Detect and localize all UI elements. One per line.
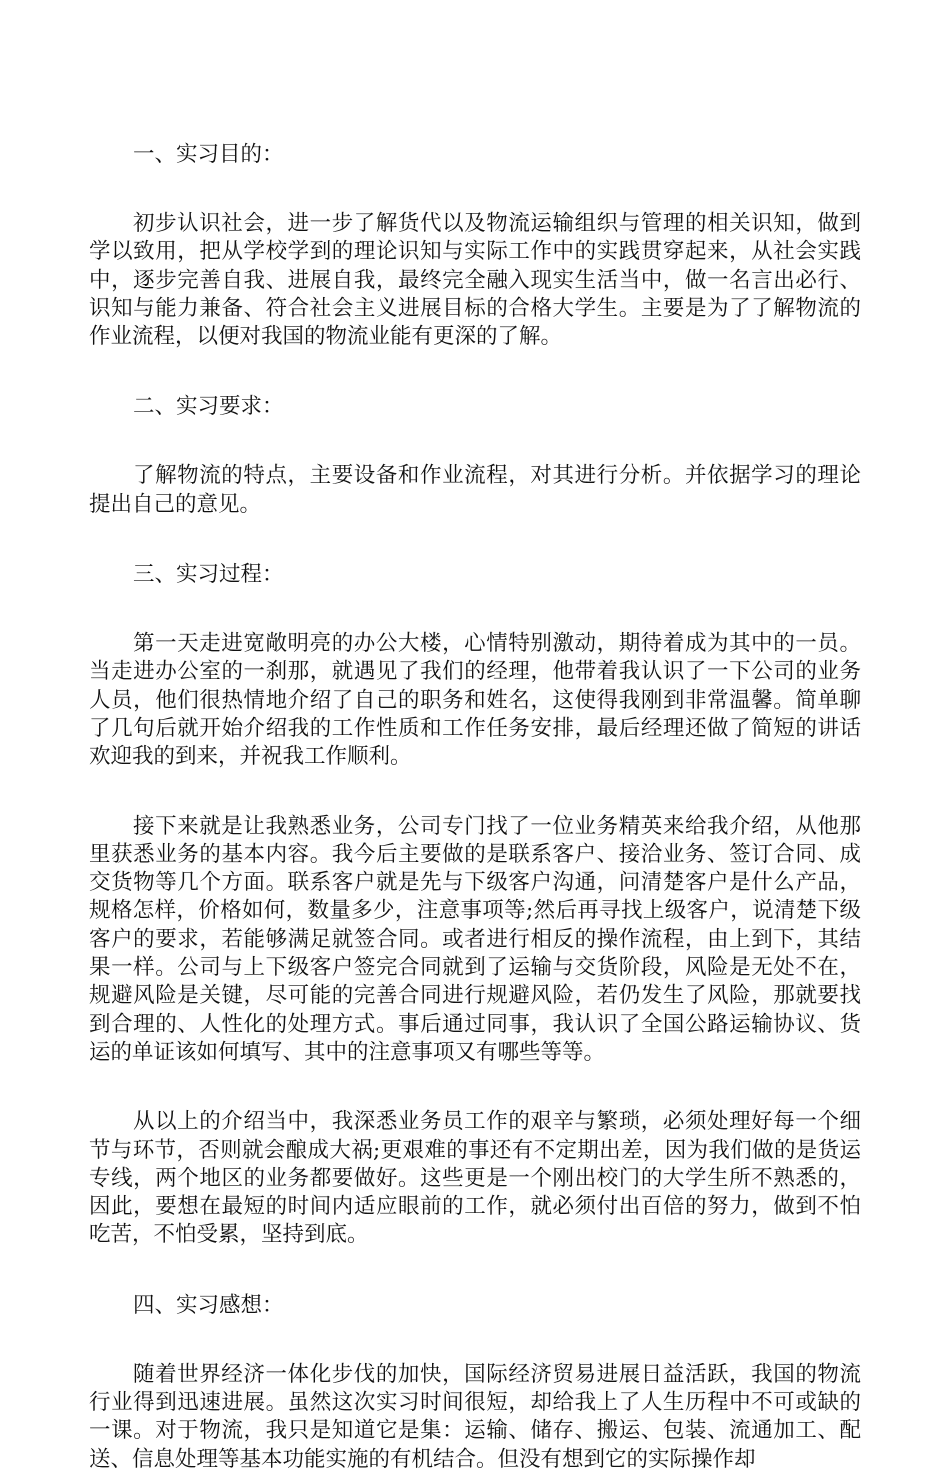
section-heading-purpose: 一、实习目的： bbox=[133, 142, 284, 167]
paragraph-impressions: 随着世界经济一体化步伐的加快，国际经济贸易进展日益活跃，我国的物流行业得到迅速进展。虽然这次实习时间很短，却给我上了人生历程中不可或缺的一课。对于物流，我只是知道它是集：运输、储存、搬运、包装、流通加工、配送、信息处理等基本功能实施的有机结合。但没有想到它的实际操作却 bbox=[89, 1361, 861, 1472]
paragraph-process-first-day: 第一天走进宽敞明亮的办公大楼，心情特别激动，期待着成为其中的一员。当走进办公室的一刹那，就遇见了我们的经理，他带着我认识了一下公司的业务人员，他们很热情地介绍了自己的职务和姓名，这使得我刚到非常温馨。简单聊了几句后就开始介绍我的工作性质和工作任务安排，最后经理还做了简短的讲话欢迎我的到来，并祝我工作顺利。 bbox=[89, 631, 861, 770]
document-page bbox=[89, 140, 861, 1474]
section-heading-requirements: 二、实习要求： bbox=[133, 394, 284, 420]
section-heading-impressions: 四、实习感想： bbox=[133, 1292, 284, 1318]
section-heading-process: 三、实习过程： bbox=[133, 562, 284, 588]
paragraph-purpose: 初步认识社会，进一步了解货代以及物流运输组织与管理的相关识知，做到学以致用，把从学校学到的理论识知与实际工作中的实践贯穿起来，从社会实践中，逐步完善自我、进展自我，最终完全融入现实生活当中，做一名言出必行、识知与能力兼备、符合社会主义进展目标的合格大学生。主要是为了了解物流的作业流程，以便对我国的物流业能有更深的了解。 bbox=[89, 211, 861, 350]
paragraph-process-business: 接下来就是让我熟悉业务，公司专门找了一位业务精英来给我介绍，从他那里获悉业务的基本内容。我今后主要做的是联系客户、接洽业务、签订合同、成交货物等几个方面。联系客户就是先与下级客户沟通，问清楚客户是什么产品，规格怎样，价格如何，数量多少，注意事项等;然后再寻找上级客户，说清楚下级客户的要求，若能够满足就签合同。或者进行相反的操作流程，由上到下，其结果一样。公司与上下级客户签完合同就到了运输与交货阶段，风险是无处不在，规避风险是关键，尽可能的完善合同进行规避风险，若仍发生了风险，那就要找到合理的、人性化的处理方式。事后通过同事，我认识了全国公路运输协议、货运的单证该如何填写、其中的注意事项又有哪些等等。 bbox=[89, 813, 861, 1065]
paragraph-requirements: 了解物流的特点，主要设备和作业流程，对其进行分析。并依据学习的理论提出自己的意见。 bbox=[89, 463, 861, 517]
paragraph-process-reflection: 从以上的介绍当中，我深悉业务员工作的艰辛与繁琐，必须处理好每一个细节与环节，否则就会酿成大祸;更艰难的事还有不定期出差，因为我们做的是货运专线，两个地区的业务都要做好。这些更是一个刚出校门的大学生所不熟悉的，因此，要想在最短的时间内适应眼前的工作，就必须付出百倍的努力，做到不怕吃苦，不怕受累，坚持到底。 bbox=[89, 1109, 861, 1248]
